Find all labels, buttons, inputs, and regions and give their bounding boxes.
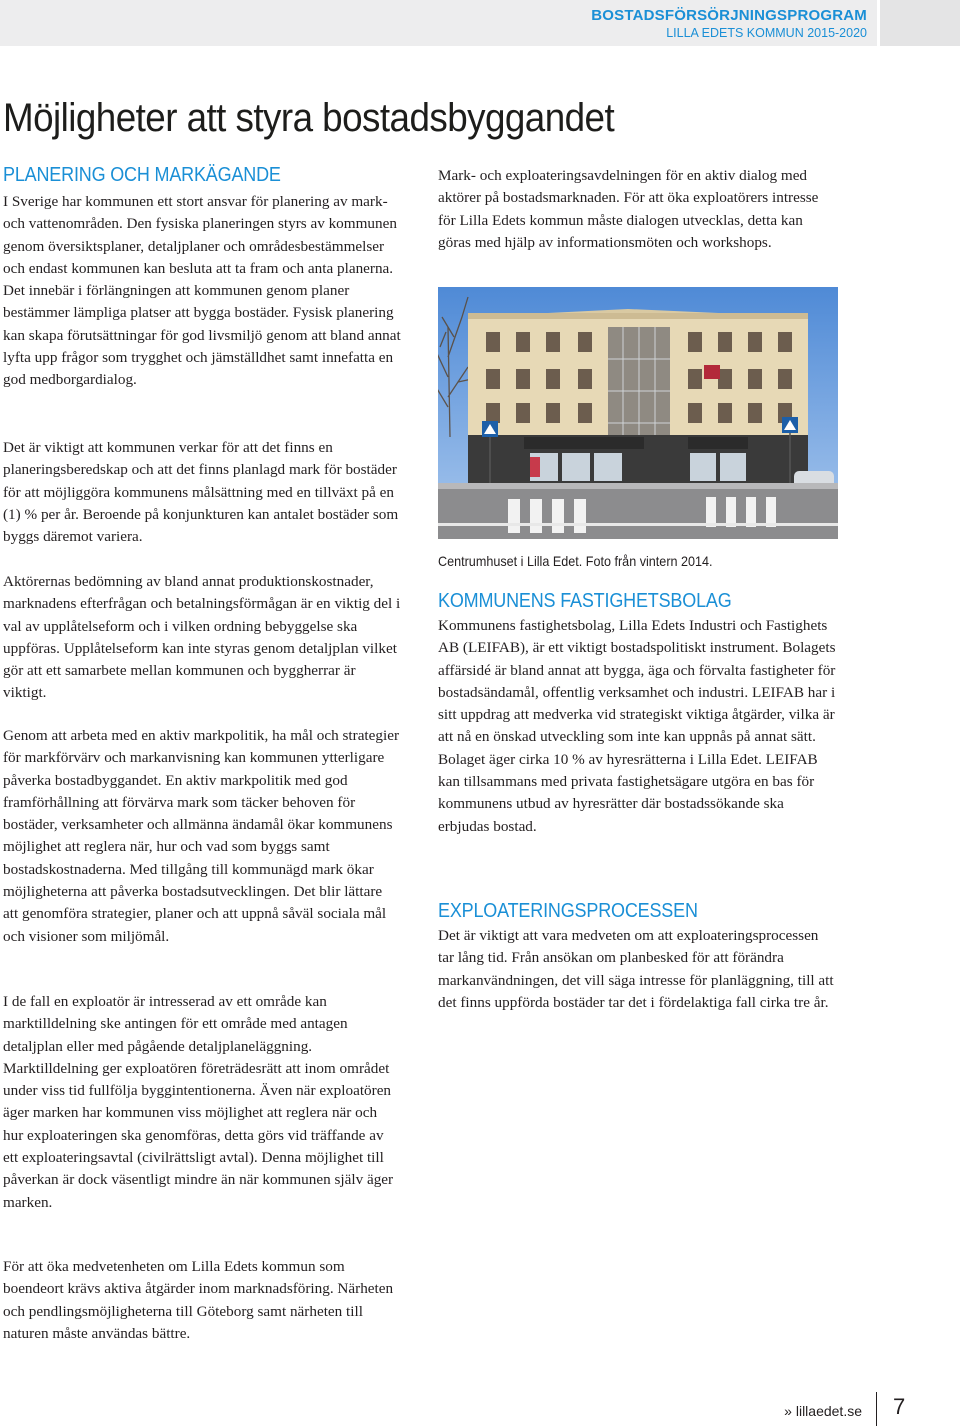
building-illustration [438,287,838,539]
paragraph-dialog: Mark- och exploateringsavdelningen för en aktiv dialog med aktörer på bostadsmarknaden. För att öka exploatörers intresse för Lilla Edets kommun måste dialogen utvecklas, detta kan göras med hjälp av informationsmöten och workshops. [438,167,819,251]
section-planering [3,164,401,392]
paragraph-planeringsberedskap: Det är viktigt att kommunen verkar för att det finns en planeringsberedskap och att det finns planlagd mark för bostäder för att möjliggöra kommunens målsättning med en tillväxt på en (1) % per år. Beroende på konjunkturen kan antalet bostäder som byggs däremot variera. [3,439,399,546]
website-link[interactable]: » lillaedet.se [784,1403,862,1419]
section-exploateringsprocessen [438,900,838,1014]
paragraph-aktorer: Aktörernas bedömning av bland annat produktionskostnader, marknadens efterfrågan och betalningsförmågan är en viktig del i val av upplåtelseform och i vilken ordning bebyggelse ska uppföras. Upplåtelseform kan inte styras genom detaljplan vilket gör att ett samarbete mellan kommunen och byggherrar är viktigt. [3,573,401,702]
footer-divider [876,1392,877,1426]
header-accent-block [880,0,960,46]
section-heading-planering: PLANERING OCH MARKÄGANDE [3,164,281,186]
paragraph-markpolitik: Genom att arbeta med en aktiv markpolitik, ha mål och strategier för markförvärv och markanvisning kan kommunen ytterligare påverka bostadbyggandet. En aktiv markpolitik med god framförhållning att förvärva mark som täcker behoven för bostäder, verksamheter och allmänna ändamål ökar kommunens möjlighet att reglera när, hur och vad som byggs samt bostadskostnaderna. Med tillgång till kommunägd mark ökar möjligheterna att påverka bostadsutvecklingen. Det blir lättare att genomföra strategier, planer och att uppnå såväl sociala mål och visioner som miljömål. [3,727,400,945]
section-heading-fastighetsbolag: KOMMUNENS FASTIGHETSBOLAG [438,590,732,612]
centrumhuset-photo [438,287,838,539]
photo-caption: Centrumhuset i Lilla Edet. Foto från vintern 2014. [438,553,713,569]
section-heading-exploatering: EXPLOATERINGSPROCESSEN [438,900,698,922]
section-fastighetsbolag [438,590,838,838]
paragraph-planering: I Sverige har kommunen ett stort ansvar för planering av mark- och vattenområden. Den fysiska planeringen styrs av kommunen genom översiktsplaner, detaljplaner och områdesbestämmelser och endast kommunen kan besluta att ta fram och anta planerna. Det innebär i förlängningen att kommunen genom planer bestämmer lämpliga platser att bygga bostäder. Fysisk planering kan skapa förutsättningar för god livsmiljö genom att bland annat lyfta upp frågor som trygghet och jämställdhet samt innefatta en god medborgardialog. [3,193,401,389]
paragraph-marktilldelning: I de fall en exploatör är intresserad av ett område kan marktilldelning ske antingen för ett område med antagen detaljplan eller med pågående detaljplaneläggning. Marktilldelning ger exploatören företrädesrätt att inom området under viss tid fullfölja byggintentionerna. Även när exploatören äger marken har kommunen viss möjlighet att reglera när och hur exploateringen ska genomföras, detta görs vid träffande av ett exploateringsavtal (civilrättsligt avtal). Denna möjlighet till påverkan är dock väsentligt mindre än när kommunen själv äger marken. [3,993,394,1211]
page-title: Möjligheter att styra bostadsbyggandet [3,96,615,140]
program-title: BOSTADSFÖRSÖRJNINGSPROGRAM [591,7,867,24]
program-subtitle: LILLA EDETS KOMMUN 2015-2020 [666,26,867,40]
page-number: 7 [893,1394,906,1419]
paragraph-exploatering: Det är viktigt att vara medveten om att exploateringsprocessen tar lång tid. Från ansökan om planbesked för att förändra markanvändningen, det vill säga intresse för planläggning, till att det finns uppförda bostäder tar det i fördelaktiga fall cirka tre år. [438,927,834,1011]
paragraph-marknadsforing: För att öka medvetenheten om Lilla Edets kommun som boendeort krävs aktiva åtgärder inom marknadsföring. Närheten och pendlingsmöjligheterna till Göteborg samt närheten till naturen måste användas bättre. [3,1258,394,1342]
paragraph-fastighetsbolag: Kommunens fastighetsbolag, Lilla Edets Industri och Fastighets AB (LEIFAB), är ett viktigt bostadspolitiskt instrument. Bolagets affärsidé är bland annat att bygga, äga och förvalta fastigheter för bostadsändamål, offentlig verksamhet och industri. LEIFAB har i sitt uppdrag att medverka vid strategiskt viktiga åtgärder, vilka är att nå en önskad utveckling som inte kan uppnås på annat sätt. Bolaget äger cirka 10 % av hyresrätterna i Lilla Edet. LEIFAB kan tillsammans med privata fastighetsägare utgöra en bas för kommunens utbud av hyresrätter där bostadssökande ska erbjudas bostad. [438,617,836,835]
